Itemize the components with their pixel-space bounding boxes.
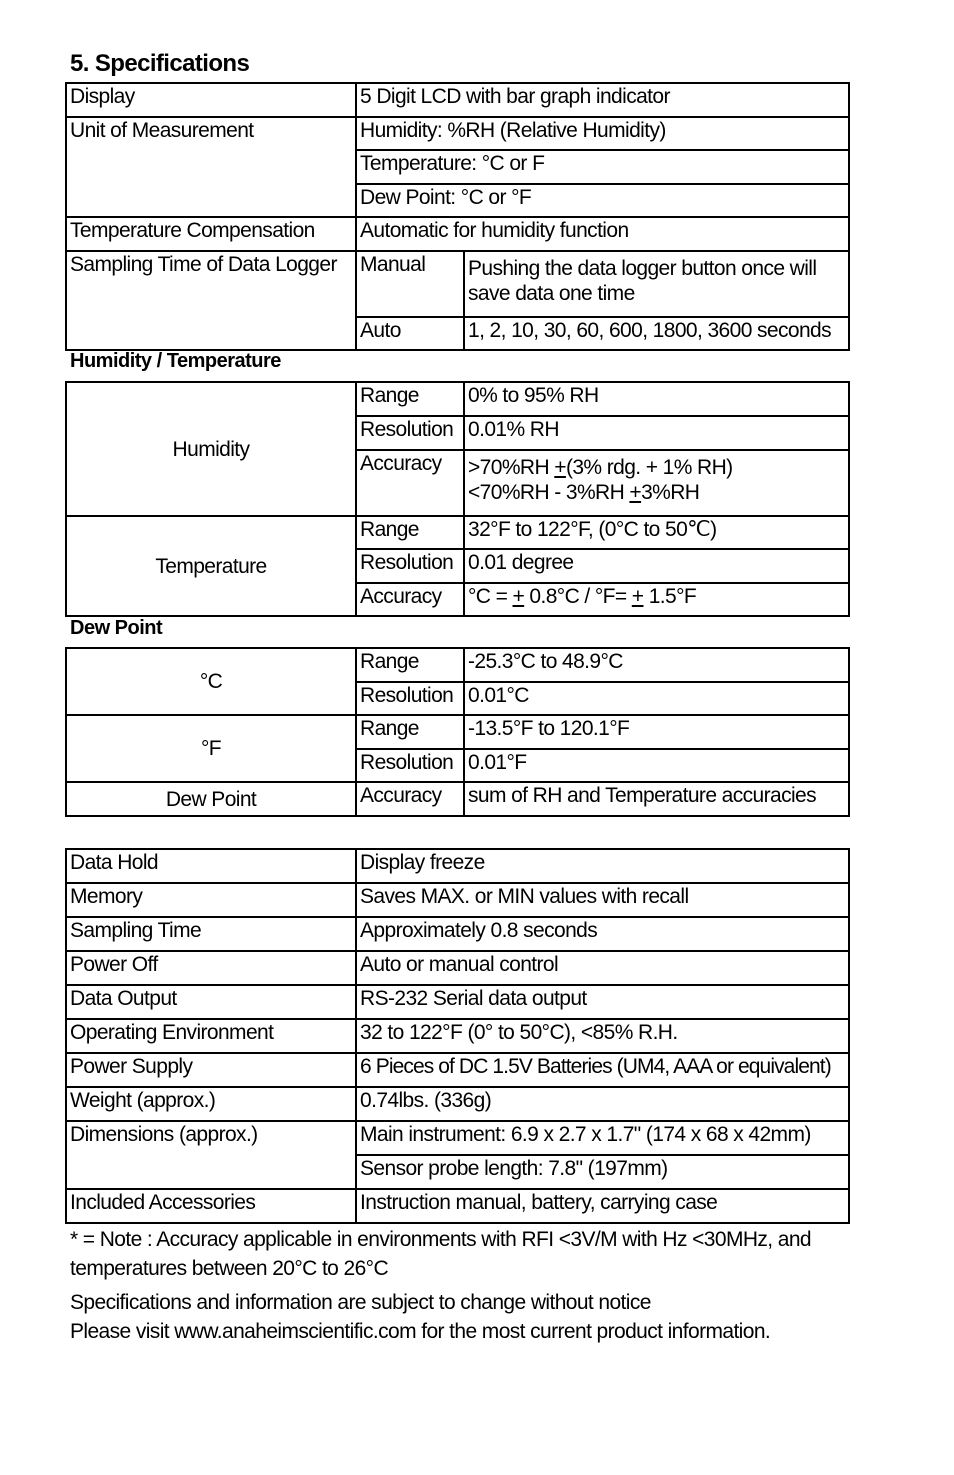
- humidity-accuracy-value: [464, 450, 849, 516]
- table-row: [66, 715, 849, 749]
- spec-label: Data Hold: [66, 849, 356, 883]
- spec-value: Sensor probe length: 7.8" (197mm): [356, 1155, 849, 1189]
- temperature-label: Temperature: [66, 516, 356, 616]
- spec-label: Sampling Time of Data Logger: [66, 251, 356, 350]
- spec-value: 0.01 degree: [464, 549, 849, 583]
- notice-line: Specifications and information are subject to change without notice: [70, 1291, 651, 1314]
- table-row: [66, 251, 849, 317]
- dew-point-label: Dew Point: [66, 782, 356, 816]
- table-row: [66, 782, 849, 816]
- spec-value: 1, 2, 10, 30, 60, 600, 1800, 3600 seconds: [464, 317, 849, 350]
- spec-value: Main instrument: 6.9 x 2.7 x 1.7" (174 x 68 x 42mm): [356, 1121, 849, 1155]
- table-row: [66, 883, 849, 917]
- humidity-label: Humidity: [66, 382, 356, 516]
- table-row: [66, 382, 849, 416]
- fahrenheit-label: °F: [66, 715, 356, 782]
- spec-value: 5 Digit LCD with bar graph indicator: [356, 83, 849, 117]
- table-row: [66, 1087, 849, 1121]
- table-row: [66, 1019, 849, 1053]
- accuracy-line-2: <70%RH - 3%RH +3%RH: [468, 481, 700, 504]
- spec-sublabel: Resolution: [356, 682, 464, 715]
- spec-sublabel: Accuracy: [356, 583, 464, 616]
- spec-value: Temperature: °C or F: [356, 150, 849, 184]
- table-row: [66, 951, 849, 985]
- spec-value: 32 to 122°F (0° to 50°C), <85% R.H.: [356, 1019, 849, 1053]
- spec-value: 0.01°C: [464, 682, 849, 715]
- spec-sublabel: Range: [356, 516, 464, 549]
- table-row: [66, 648, 849, 682]
- spec-label: Power Supply: [66, 1053, 356, 1087]
- other-spec-table: [65, 848, 850, 1224]
- spec-label: Display: [66, 83, 356, 117]
- spec-sublabel: Range: [356, 715, 464, 749]
- spec-value: Automatic for humidity function: [356, 217, 849, 251]
- table-row: [66, 985, 849, 1019]
- spec-value: Humidity: %RH (Relative Humidity): [356, 117, 849, 150]
- spec-value: sum of RH and Temperature accuracies: [464, 782, 849, 816]
- spec-label: Weight (approx.): [66, 1087, 356, 1121]
- spec-label: Operating Environment: [66, 1019, 356, 1053]
- spec-value: -25.3°C to 48.9°C: [464, 648, 849, 682]
- table-row: [66, 117, 849, 150]
- spec-label: Power Off: [66, 951, 356, 985]
- spec-label: Dimensions (approx.): [66, 1121, 356, 1189]
- table-row: [66, 217, 849, 251]
- table-row: [66, 849, 849, 883]
- spec-value: Approximately 0.8 seconds: [356, 917, 849, 951]
- accuracy-line-1: >70%RH +(3% rdg. + 1% RH): [468, 456, 733, 479]
- spec-value: 0% to 95% RH: [464, 382, 849, 416]
- celsius-label: °C: [66, 648, 356, 715]
- spec-sublabel: Accuracy: [356, 782, 464, 816]
- spec-value: Pushing the data logger button once will save data one time: [464, 251, 849, 317]
- accuracy-note: * = Note : Accuracy applicable in environments with RFI <3V/M with Hz <30MHz, and temperatures between 20°C to 26°C: [70, 1228, 812, 1280]
- spec-sublabel: Range: [356, 648, 464, 682]
- spec-sublabel: Resolution: [356, 549, 464, 583]
- humidity-temperature-table: [65, 381, 850, 617]
- dew-point-table: [65, 647, 850, 817]
- spec-sublabel: Accuracy: [356, 450, 464, 516]
- spec-value: 6 Pieces of DC 1.5V Batteries (UM4, AAA or equivalent): [356, 1053, 849, 1087]
- spec-value: Instruction manual, battery, carrying case: [356, 1189, 849, 1223]
- website-line: Please visit www.anaheimscientific.com for the most current product information.: [70, 1320, 771, 1343]
- spec-label: Memory: [66, 883, 356, 917]
- section-title-dew-point: Dew Point: [70, 617, 163, 639]
- spec-label: Sampling Time: [66, 917, 356, 951]
- section-title-humidity-temperature: Humidity / Temperature: [70, 350, 281, 372]
- spec-label: Data Output: [66, 985, 356, 1019]
- spec-value: 0.01°F: [464, 749, 849, 782]
- spec-value: Display freeze: [356, 849, 849, 883]
- spec-value: 0.01% RH: [464, 416, 849, 450]
- spec-sublabel: Manual: [356, 251, 464, 317]
- spec-value: Dew Point: °C or °F: [356, 184, 849, 217]
- table-row: [66, 83, 849, 117]
- spec-sublabel: Resolution: [356, 749, 464, 782]
- table-row: [66, 1189, 849, 1223]
- spec-value: 32°F to 122°F, (0°C to 50℃): [464, 516, 849, 549]
- temperature-accuracy-value: °C = + 0.8°C / °F= + 1.5°F: [464, 583, 849, 616]
- general-spec-table: [65, 82, 850, 351]
- spec-sublabel: Resolution: [356, 416, 464, 450]
- table-row: [66, 1121, 849, 1155]
- page-title: 5. Specifications: [70, 50, 250, 77]
- spec-value: 0.74lbs. (336g): [356, 1087, 849, 1121]
- spec-sublabel: Auto: [356, 317, 464, 350]
- table-row: [66, 917, 849, 951]
- spec-label: Unit of Measurement: [66, 117, 356, 217]
- spec-value: -13.5°F to 120.1°F: [464, 715, 849, 749]
- spec-sublabel: Range: [356, 382, 464, 416]
- spec-label: Temperature Compensation: [66, 217, 356, 251]
- spec-label: Included Accessories: [66, 1189, 356, 1223]
- table-row: [66, 516, 849, 549]
- spec-value: Saves MAX. or MIN values with recall: [356, 883, 849, 917]
- spec-value: Auto or manual control: [356, 951, 849, 985]
- table-row: [66, 1053, 849, 1087]
- spec-value: RS-232 Serial data output: [356, 985, 849, 1019]
